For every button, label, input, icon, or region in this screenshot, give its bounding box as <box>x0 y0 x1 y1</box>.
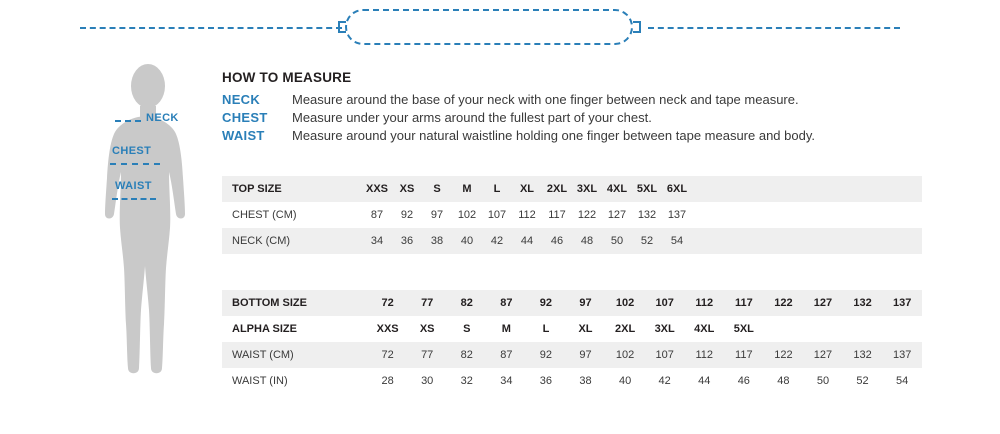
alpha-size-4: L <box>526 316 566 342</box>
alpha-size-1: XS <box>407 316 447 342</box>
top-row-label-neck: NECK (CM) <box>222 228 362 254</box>
how-to-term-waist: WAIST <box>222 128 265 143</box>
table-row <box>222 290 922 316</box>
neck-cm-2: 38 <box>422 228 452 254</box>
bottom-size-col-6: 102 <box>605 290 645 316</box>
neck-cm-5: 44 <box>512 228 542 254</box>
waist-cm-10: 122 <box>764 342 804 368</box>
how-to-measure-row-chest <box>222 110 922 125</box>
waist-in-13: 54 <box>882 368 922 394</box>
alpha-size-11 <box>803 316 843 342</box>
how-to-measure-section <box>222 70 922 146</box>
bottom-size-col-1: 77 <box>407 290 447 316</box>
bottom-size-col-8: 112 <box>684 290 724 316</box>
top-size-col-1: XS <box>392 176 422 202</box>
banner-dash-left <box>80 27 342 29</box>
bottom-row-label-waist-in: WAIST (IN) <box>222 368 368 394</box>
alpha-size-10 <box>764 316 804 342</box>
how-to-desc-chest: Measure under your arms around the fullest part of your chest. <box>292 110 652 125</box>
waist-in-8: 44 <box>684 368 724 394</box>
alpha-size-0: XXS <box>368 316 408 342</box>
bottom-size-col-4: 92 <box>526 290 566 316</box>
waist-cm-7: 107 <box>645 342 685 368</box>
banner-tab-shape <box>345 9 633 45</box>
waist-cm-13: 137 <box>882 342 922 368</box>
top-size-col-8: 4XL <box>602 176 632 202</box>
waist-in-7: 42 <box>645 368 685 394</box>
alpha-size-8: 4XL <box>684 316 724 342</box>
chest-cm-5: 112 <box>512 202 542 228</box>
chest-cm-1: 92 <box>392 202 422 228</box>
waist-cm-0: 72 <box>368 342 408 368</box>
waist-in-11: 50 <box>803 368 843 394</box>
top-size-col-7: 3XL <box>572 176 602 202</box>
waist-cm-1: 77 <box>407 342 447 368</box>
bottom-size-col-12: 132 <box>843 290 883 316</box>
top-size-col-10: 6XL <box>662 176 692 202</box>
waist-in-6: 40 <box>605 368 645 394</box>
alpha-size-6: 2XL <box>605 316 645 342</box>
alpha-size-3: M <box>487 316 527 342</box>
top-size-col-0: XXS <box>362 176 392 202</box>
table-row <box>222 202 922 228</box>
chest-measure-line <box>110 163 160 165</box>
bottom-size-col-3: 87 <box>487 290 527 316</box>
bottom-size-col-7: 107 <box>645 290 685 316</box>
neck-cm-0: 34 <box>362 228 392 254</box>
figure-label-neck: NECK <box>146 112 179 124</box>
figure-label-waist: WAIST <box>115 180 152 192</box>
alpha-size-2: S <box>447 316 487 342</box>
bottom-size-table <box>222 290 922 394</box>
how-to-measure-row-neck <box>222 92 922 107</box>
alpha-size-label: ALPHA SIZE <box>222 316 368 342</box>
waist-in-3: 34 <box>487 368 527 394</box>
waist-in-12: 52 <box>843 368 883 394</box>
table-row <box>222 176 922 202</box>
alpha-size-5: XL <box>566 316 606 342</box>
waist-cm-9: 117 <box>724 342 764 368</box>
chest-cm-8: 127 <box>602 202 632 228</box>
chest-row-spacer <box>692 202 922 228</box>
neck-measure-line <box>115 120 141 122</box>
bottom-size-col-2: 82 <box>447 290 487 316</box>
bottom-size-col-0: 72 <box>368 290 408 316</box>
top-size-table <box>222 176 922 254</box>
banner-dash-right <box>648 27 900 29</box>
neck-cm-4: 42 <box>482 228 512 254</box>
banner-nub-right <box>633 21 641 33</box>
waist-cm-6: 102 <box>605 342 645 368</box>
alpha-size-7: 3XL <box>645 316 685 342</box>
chest-cm-3: 102 <box>452 202 482 228</box>
bottom-size-col-10: 122 <box>764 290 804 316</box>
neck-row-spacer <box>692 228 922 254</box>
chest-cm-9: 132 <box>632 202 662 228</box>
waist-measure-line <box>112 198 156 200</box>
top-size-col-6: 2XL <box>542 176 572 202</box>
waist-cm-12: 132 <box>843 342 883 368</box>
top-size-col-2: S <box>422 176 452 202</box>
how-to-term-neck: NECK <box>222 92 261 107</box>
how-to-measure-row-waist <box>222 128 922 143</box>
top-size-col-5: XL <box>512 176 542 202</box>
neck-cm-7: 48 <box>572 228 602 254</box>
neck-cm-8: 50 <box>602 228 632 254</box>
neck-cm-6: 46 <box>542 228 572 254</box>
neck-cm-10: 54 <box>662 228 692 254</box>
chest-cm-7: 122 <box>572 202 602 228</box>
waist-in-5: 38 <box>566 368 606 394</box>
waist-cm-3: 87 <box>487 342 527 368</box>
top-size-spacer <box>692 176 922 202</box>
table-row <box>222 342 922 368</box>
bottom-table-header-label: BOTTOM SIZE <box>222 290 368 316</box>
how-to-desc-waist: Measure around your natural waistline holding one finger between tape measure and body. <box>292 128 815 143</box>
chest-cm-6: 117 <box>542 202 572 228</box>
waist-cm-4: 92 <box>526 342 566 368</box>
how-to-desc-neck: Measure around the base of your neck with one finger between neck and tape measure. <box>292 92 799 107</box>
waist-in-2: 32 <box>447 368 487 394</box>
top-size-col-4: L <box>482 176 512 202</box>
chest-cm-2: 97 <box>422 202 452 228</box>
table-row <box>222 368 922 394</box>
waist-in-9: 46 <box>724 368 764 394</box>
waist-cm-2: 82 <box>447 342 487 368</box>
bottom-size-col-9: 117 <box>724 290 764 316</box>
waist-in-4: 36 <box>526 368 566 394</box>
how-to-measure-title: HOW TO MEASURE <box>222 70 352 85</box>
bottom-row-label-waist-cm: WAIST (CM) <box>222 342 368 368</box>
alpha-size-9: 5XL <box>724 316 764 342</box>
bottom-size-col-5: 97 <box>566 290 606 316</box>
waist-cm-8: 112 <box>684 342 724 368</box>
bottom-size-col-11: 127 <box>803 290 843 316</box>
neck-cm-9: 52 <box>632 228 662 254</box>
waist-cm-5: 97 <box>566 342 606 368</box>
chest-cm-4: 107 <box>482 202 512 228</box>
chest-cm-0: 87 <box>362 202 392 228</box>
how-to-term-chest: CHEST <box>222 110 268 125</box>
figure-label-chest: CHEST <box>112 145 152 157</box>
top-row-label-chest: CHEST (CM) <box>222 202 362 228</box>
table-row <box>222 316 922 342</box>
top-size-col-3: M <box>452 176 482 202</box>
neck-cm-1: 36 <box>392 228 422 254</box>
top-dashed-banner <box>0 0 1000 56</box>
neck-cm-3: 40 <box>452 228 482 254</box>
top-table-header-label: TOP SIZE <box>222 176 362 202</box>
waist-in-1: 30 <box>407 368 447 394</box>
bottom-size-col-13: 137 <box>882 290 922 316</box>
top-size-col-9: 5XL <box>632 176 662 202</box>
waist-cm-11: 127 <box>803 342 843 368</box>
alpha-size-13 <box>882 316 922 342</box>
table-row <box>222 228 922 254</box>
waist-in-10: 48 <box>764 368 804 394</box>
alpha-size-12 <box>843 316 883 342</box>
chest-cm-10: 137 <box>662 202 692 228</box>
waist-in-0: 28 <box>368 368 408 394</box>
